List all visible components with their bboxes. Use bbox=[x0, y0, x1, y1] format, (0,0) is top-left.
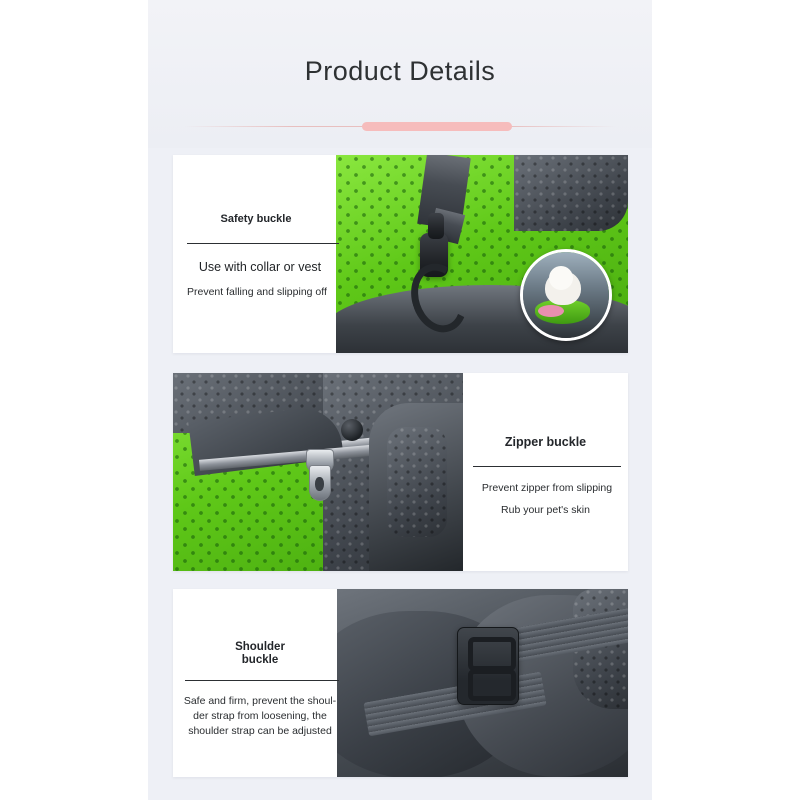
safety-clip-neck bbox=[428, 213, 444, 239]
buckle-slot-upper bbox=[468, 637, 516, 671]
section-safety-buckle bbox=[173, 155, 628, 353]
dog-head bbox=[549, 266, 573, 290]
safety-buckle-text-column bbox=[173, 155, 339, 353]
zipper-buckle-label: Zipper buckle bbox=[504, 435, 587, 449]
zipper-buckle-underline bbox=[473, 466, 621, 467]
title-divider bbox=[184, 122, 616, 132]
page-title: Product Details bbox=[304, 56, 496, 86]
buckle-slot-lower bbox=[468, 669, 516, 701]
safety-buckle-line-2: Prevent falling and slipping off bbox=[187, 286, 327, 298]
shoulder-buckle-label-line2: buckle bbox=[241, 654, 279, 666]
section-zipper-buckle bbox=[173, 373, 628, 571]
shoulder-buckle-line-1: Safe and firm, prevent the shoul- bbox=[183, 695, 337, 707]
zipper-buckle-text-column bbox=[463, 373, 628, 571]
safety-buckle-line-1: Use with collar or vest bbox=[198, 260, 322, 274]
safety-buckle-label: Safety buckle bbox=[220, 213, 292, 225]
side-mesh-patch bbox=[387, 427, 447, 537]
shoulder-buckle-label bbox=[177, 641, 343, 667]
shoulder-buckle-line-3: shoulder strap can be adjusted bbox=[188, 725, 332, 737]
divider-accent-bar bbox=[362, 122, 512, 131]
shoulder-buckle-body bbox=[177, 694, 343, 739]
section-shoulder-buckle bbox=[173, 589, 628, 777]
dog-inset-photo bbox=[520, 249, 612, 341]
zipper-buckle-line-2: Rub your pet's skin bbox=[501, 504, 590, 516]
page-header bbox=[148, 0, 652, 148]
shoulder-buckle-underline bbox=[185, 680, 339, 681]
grey-mesh-fabric bbox=[514, 155, 628, 231]
zipper-buckle-line-1: Prevent zipper from slipping bbox=[481, 482, 613, 494]
shoulder-buckle-image bbox=[337, 589, 628, 777]
zipper-pull-hole bbox=[315, 477, 324, 491]
shoulder-buckle-line-2: der strap from loosening, the bbox=[193, 710, 327, 722]
zipper-buckle-image bbox=[173, 373, 463, 571]
snap-knob bbox=[341, 419, 363, 441]
safety-buckle-underline bbox=[187, 243, 339, 244]
shoulder-buckle-text-column bbox=[173, 589, 339, 777]
safety-buckle-image bbox=[336, 155, 628, 353]
shoulder-buckle-label-line1: Shoulder bbox=[235, 641, 285, 653]
